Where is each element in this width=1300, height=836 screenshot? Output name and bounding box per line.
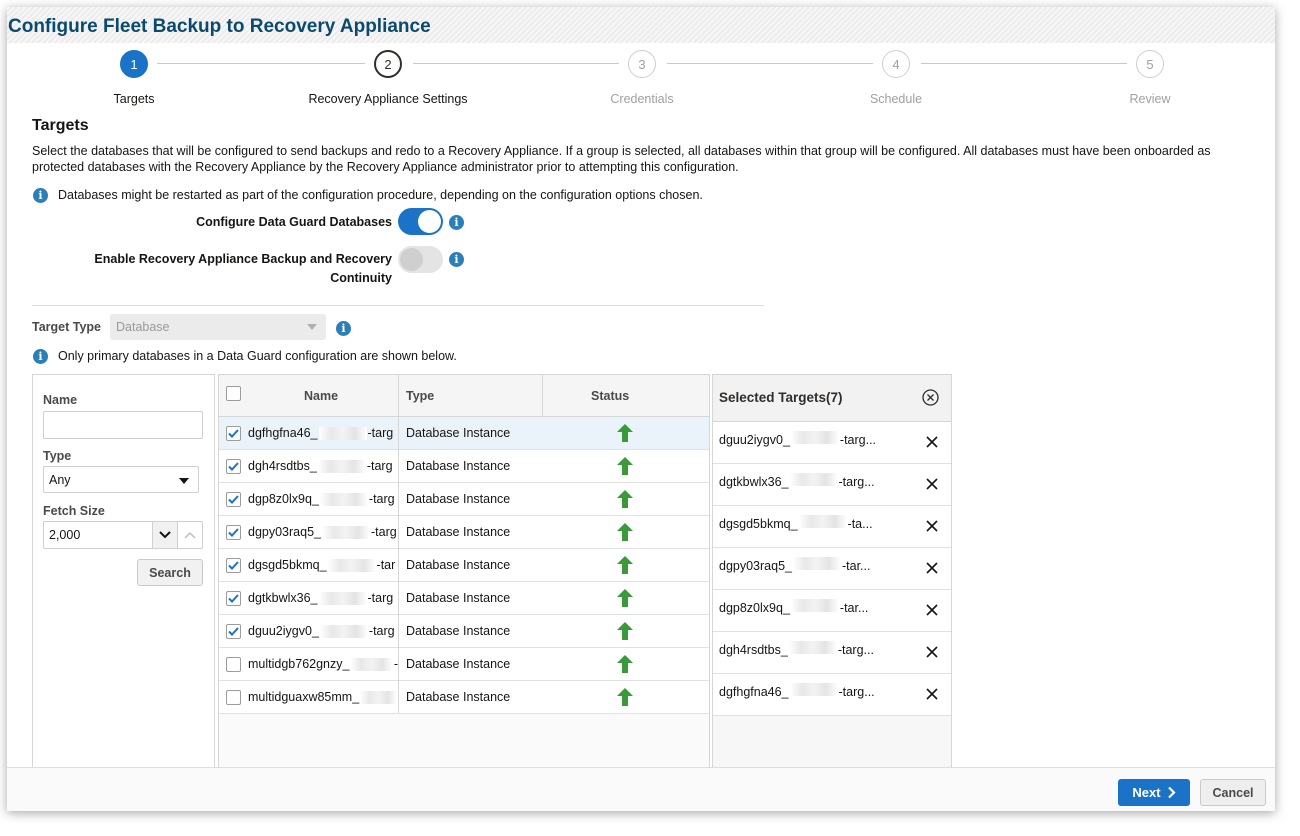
status-up-icon <box>617 457 633 475</box>
redacted-text <box>799 515 847 528</box>
row-status-cell <box>617 516 633 548</box>
redacted-text <box>790 683 838 696</box>
step-number: 2 <box>384 56 392 72</box>
selected-target-item <box>713 590 951 632</box>
section-title: Targets <box>32 117 89 134</box>
target-type-info-icon[interactable]: i <box>336 321 351 336</box>
remove-icon[interactable] <box>925 603 939 617</box>
dialog-header <box>7 7 1275 43</box>
remove-icon[interactable] <box>925 519 939 533</box>
status-up-icon <box>617 523 633 541</box>
table-row[interactable] <box>219 450 709 483</box>
primary-info-text: Only primary databases in a Data Guard configuration are shown below. <box>58 349 457 363</box>
status-up-icon <box>617 688 633 706</box>
dataguard-info-icon[interactable]: i <box>449 215 464 230</box>
checkmark-icon <box>228 561 239 570</box>
toggle-knob <box>418 210 441 233</box>
row-checkbox[interactable] <box>226 558 241 573</box>
next-button[interactable] <box>1118 779 1190 806</box>
row-name-cell <box>248 450 398 482</box>
row-name-cell <box>248 549 398 581</box>
select-all-checkbox[interactable] <box>226 386 241 401</box>
row-name: dgtkbwlx36_ <box>248 591 318 605</box>
row-name: dguu2iygv0_ <box>248 624 319 638</box>
table-row[interactable] <box>219 417 709 450</box>
row-status-cell <box>617 615 633 647</box>
step-number: 1 <box>130 56 138 72</box>
filter-fetch-label: Fetch Size <box>43 504 105 518</box>
selected-target-prefix: dguu2iygv0_ <box>719 433 790 447</box>
train-step-label-ra-settings[interactable]: Recovery Appliance Settings <box>308 92 468 106</box>
row-checkbox[interactable] <box>226 624 241 639</box>
row-name-suffix: -targ <box>368 624 395 638</box>
selected-target-name <box>719 641 874 657</box>
row-type-cell: Database Instance <box>406 459 511 473</box>
step-number: 3 <box>638 56 646 72</box>
selected-target-suffix: -tar... <box>841 559 871 573</box>
selected-target-item <box>713 506 951 548</box>
selected-target-suffix: -ta... <box>847 517 873 531</box>
selected-targets-header <box>713 375 951 422</box>
row-checkbox[interactable] <box>226 492 241 507</box>
continuity-info-icon[interactable]: i <box>449 252 464 267</box>
selected-target-item <box>713 464 951 506</box>
selected-target-name <box>719 599 868 615</box>
redacted-text <box>790 473 838 486</box>
column-header-type[interactable]: Type <box>406 389 435 403</box>
row-name: dgfhgfna46_ <box>248 426 318 440</box>
info-icon: i <box>33 349 48 364</box>
train-step-3 <box>628 50 656 78</box>
chevron-right-icon <box>1167 786 1176 799</box>
row-type-cell: Database Instance <box>406 558 511 572</box>
target-type-value: Database <box>116 320 170 334</box>
filter-type-select[interactable] <box>43 466 199 493</box>
checkmark-icon <box>228 429 239 438</box>
dataguard-toggle[interactable] <box>398 208 443 235</box>
redacted-text <box>789 641 837 654</box>
chevron-down-icon <box>159 531 171 539</box>
selected-target-prefix: dgh4rsdtbs_ <box>719 643 788 657</box>
train-connector <box>157 63 365 64</box>
row-name: dgp8z0lx9q_ <box>248 492 319 506</box>
fetch-size-value: 2,000 <box>49 528 81 542</box>
cancel-button[interactable]: Cancel <box>1200 779 1266 806</box>
continuity-toggle[interactable] <box>398 246 443 273</box>
table-row[interactable] <box>219 681 709 714</box>
row-name-suffix: -targ <box>366 459 393 473</box>
status-up-icon <box>617 589 633 607</box>
redacted-text <box>320 493 368 506</box>
dataguard-toggle-label: Configure Data Guard Databases <box>196 215 392 229</box>
redacted-text <box>328 559 376 572</box>
selected-target-item <box>713 632 951 674</box>
remove-icon[interactable] <box>925 477 939 491</box>
row-type-cell: Database Instance <box>406 690 511 704</box>
row-name-cell <box>248 681 398 713</box>
column-header-status[interactable]: Status <box>591 389 630 403</box>
row-name-suffix: -targ <box>368 492 395 506</box>
checkmark-icon <box>228 528 239 537</box>
row-type-cell: Database Instance <box>406 657 511 671</box>
target-type-select <box>110 314 326 340</box>
row-type-cell: Database Instance <box>406 525 511 539</box>
selected-target-item <box>713 674 951 716</box>
row-name-cell <box>248 483 398 515</box>
row-name-suffix: - <box>393 657 398 671</box>
increment-button[interactable] <box>177 522 202 548</box>
remove-all-icon[interactable] <box>922 389 939 406</box>
status-up-icon <box>617 622 633 640</box>
status-up-icon <box>617 490 633 508</box>
selected-target-item <box>713 548 951 590</box>
fetch-size-stepper[interactable] <box>43 521 203 549</box>
row-status-cell <box>617 681 633 713</box>
chevron-up-icon <box>184 531 196 539</box>
train-step-5 <box>1136 50 1164 78</box>
row-status-cell <box>617 483 633 515</box>
row-type-cell: Database Instance <box>406 591 511 605</box>
targets-table <box>218 374 710 774</box>
train-step-label-schedule: Schedule <box>869 92 923 106</box>
row-name-cell <box>248 417 398 449</box>
row-name: dgpy03raq5_ <box>248 525 321 539</box>
selected-target-prefix: dgsgd5bkmq_ <box>719 517 798 531</box>
selected-target-name <box>719 515 873 531</box>
row-checkbox[interactable] <box>226 525 241 540</box>
status-up-icon <box>617 556 633 574</box>
redacted-text <box>791 431 839 444</box>
selected-target-prefix: dgp8z0lx9q_ <box>719 601 790 615</box>
search-button[interactable]: Search <box>137 559 203 586</box>
row-status-cell <box>617 549 633 581</box>
row-type-cell: Database Instance <box>406 492 511 506</box>
status-up-icon <box>617 424 633 442</box>
train-step-label-targets[interactable]: Targets <box>113 92 155 106</box>
redacted-text <box>319 592 367 605</box>
dialog-footer <box>7 767 1275 811</box>
checkmark-icon <box>228 462 239 471</box>
remove-icon[interactable] <box>925 561 939 575</box>
row-checkbox[interactable] <box>226 459 241 474</box>
decrement-button[interactable] <box>152 522 177 548</box>
row-type-cell: Database Instance <box>406 624 511 638</box>
selected-target-name <box>719 431 876 447</box>
filter-type-value: Any <box>49 473 71 487</box>
filter-name-label: Name <box>43 393 78 407</box>
section-divider <box>32 305 764 306</box>
column-header-name[interactable]: Name <box>304 389 339 403</box>
row-name: multidgb762gnzy_ <box>248 657 350 671</box>
row-name-suffix: -tar <box>376 558 396 572</box>
selected-target-suffix: -tar... <box>839 601 869 615</box>
remove-icon[interactable] <box>925 645 939 659</box>
filter-type-label: Type <box>43 449 72 463</box>
row-checkbox[interactable] <box>226 657 241 672</box>
row-name: dgsgd5bkmq_ <box>248 558 327 572</box>
redacted-text <box>318 460 366 473</box>
train-step-1[interactable] <box>120 50 148 78</box>
row-status-cell <box>617 450 633 482</box>
table-row[interactable] <box>219 648 709 681</box>
train-connector <box>667 63 873 64</box>
row-name-cell <box>248 648 398 680</box>
redacted-text <box>791 599 839 612</box>
selected-target-name <box>719 473 875 489</box>
train-connector <box>413 63 619 64</box>
redacted-text <box>322 526 370 539</box>
section-description: Select the databases that will be configured to send backups and redo to a Recovery Appliance. If a group is selected, all databases within that group will be configured. All databases must have been onboarded as protected databases with the Recovery Appliance by the Recovery Appliance administrator prior to attempting this configuration. <box>32 144 1211 174</box>
chevron-down-icon <box>179 478 189 484</box>
row-type-cell: Database Instance <box>406 426 511 440</box>
checkmark-icon <box>228 627 239 636</box>
train-step-4 <box>882 50 910 78</box>
selected-target-suffix: -targ... <box>838 475 875 489</box>
selected-targets-panel <box>712 374 952 774</box>
selected-target-prefix: dgfhgfna46_ <box>719 685 789 699</box>
next-button-label: Next <box>1132 785 1161 800</box>
table-row[interactable] <box>219 483 709 516</box>
selected-target-suffix: -targ... <box>838 685 875 699</box>
row-name-cell <box>248 582 398 614</box>
column-separator <box>542 375 543 417</box>
table-row[interactable] <box>219 582 709 615</box>
step-number: 5 <box>1146 56 1154 72</box>
row-checkbox[interactable] <box>226 591 241 606</box>
selected-target-suffix: -targ... <box>839 433 877 447</box>
chevron-down-icon <box>307 324 317 330</box>
row-name: dgh4rsdtbs_ <box>248 459 317 473</box>
row-status-cell <box>617 648 633 680</box>
redacted-text <box>360 691 397 704</box>
selected-target-item <box>713 422 951 464</box>
checkmark-icon <box>228 594 239 603</box>
filter-name-input[interactable] <box>43 411 203 439</box>
remove-icon[interactable] <box>925 687 939 701</box>
dialog <box>7 7 1275 811</box>
row-name-cell <box>248 615 398 647</box>
checkmark-icon <box>228 495 239 504</box>
selected-targets-title: Selected Targets(7) <box>719 390 843 405</box>
remove-icon[interactable] <box>925 435 939 449</box>
selected-target-prefix: dgtkbwlx36_ <box>719 475 789 489</box>
table-row[interactable] <box>219 516 709 549</box>
step-number: 4 <box>892 56 900 72</box>
column-separator <box>398 375 399 713</box>
selected-target-prefix: dgpy03raq5_ <box>719 559 792 573</box>
row-status-cell <box>617 582 633 614</box>
redacted-text <box>350 658 392 671</box>
continuity-toggle-label: Enable Recovery Appliance Backup and Recovery Continuity <box>94 252 392 285</box>
row-name: multidguaxw85mm_ <box>248 690 360 704</box>
train-step-label-credentials: Credentials <box>610 92 674 106</box>
filter-panel <box>32 374 215 774</box>
row-checkbox[interactable] <box>226 426 241 441</box>
target-type-label: Target Type <box>32 320 101 334</box>
selected-target-name <box>719 683 875 699</box>
table-row[interactable] <box>219 615 709 648</box>
train-step-2[interactable] <box>374 50 402 78</box>
redacted-text <box>319 427 367 440</box>
row-checkbox[interactable] <box>226 690 241 705</box>
status-up-icon <box>617 655 633 673</box>
selected-target-suffix: -targ... <box>837 643 874 657</box>
restart-info-text: Databases might be restarted as part of the configuration procedure, depending on the configuration options chosen. <box>58 188 703 202</box>
row-name-suffix: -targ <box>367 426 394 440</box>
redacted-text <box>320 625 368 638</box>
info-icon: i <box>33 188 48 203</box>
row-status-cell <box>617 417 633 449</box>
table-header <box>219 375 709 417</box>
row-name-cell <box>248 516 398 548</box>
row-name-suffix: -targ <box>367 591 394 605</box>
train-step-label-review: Review <box>1129 92 1171 106</box>
dialog-title: Configure Fleet Backup to Recovery Appliance <box>8 16 431 37</box>
train-connector <box>921 63 1127 64</box>
row-name-suffix: -targ <box>370 525 397 539</box>
toggle-knob <box>400 248 423 271</box>
selected-target-name <box>719 557 870 573</box>
redacted-text <box>793 557 841 570</box>
table-row[interactable] <box>219 549 709 582</box>
